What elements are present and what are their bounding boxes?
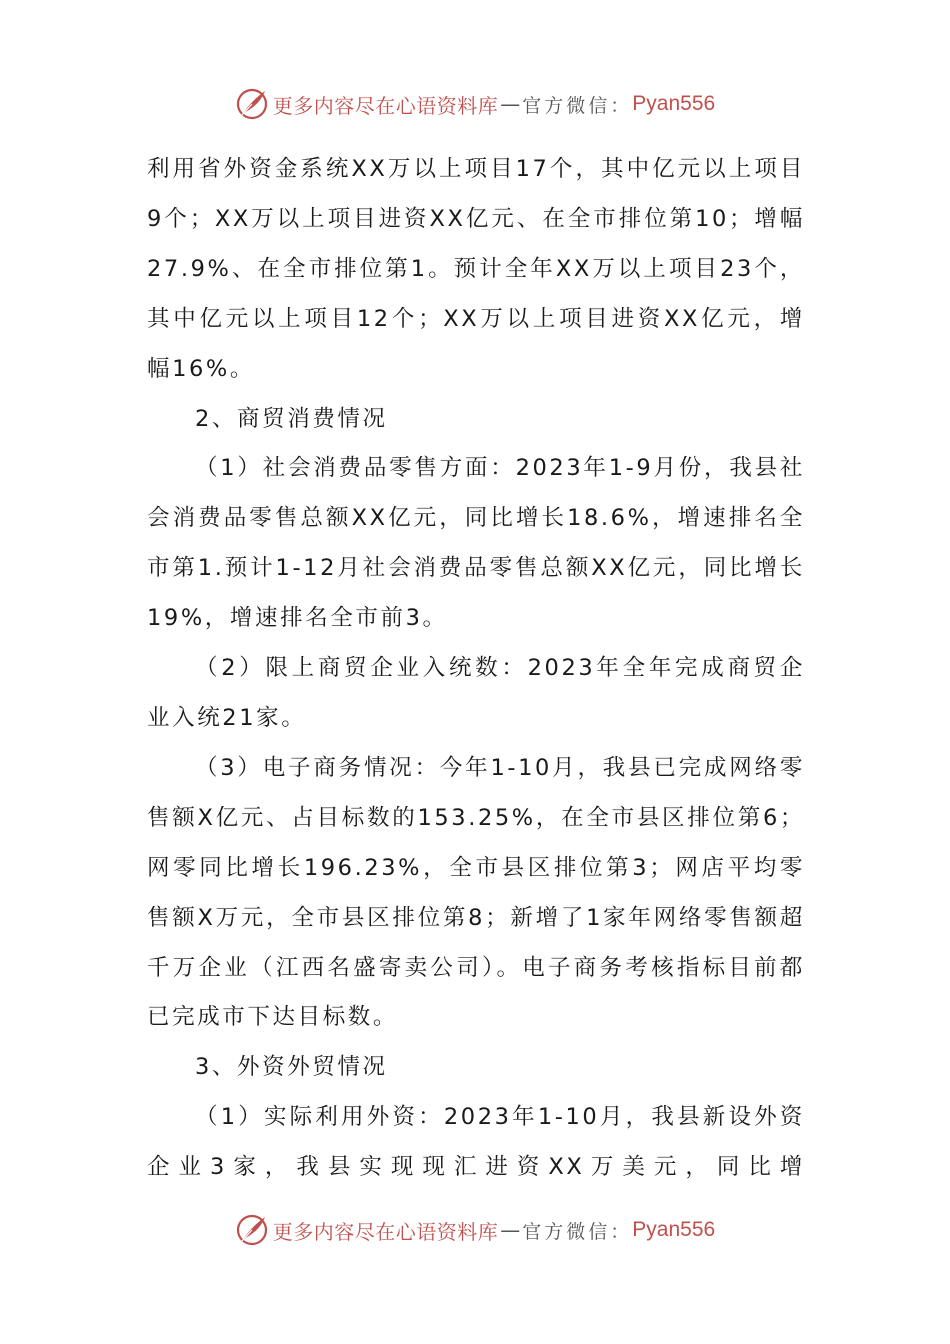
document-body [147, 145, 805, 1193]
watermark-wechat-id: Pyan556 [632, 1218, 716, 1241]
paragraph-ecommerce: （3）电子商务情况：今年1-10月，我县已完成网络零售额X亿元、占目标数的153.25%，在全市县区排位第6；网零同比增长196.23%，全市县区排位第3；网店平均零售额X万元，全市县区排位第8；新增了1家年网络零售额超千万企业（江西名盛寄卖公司）。电子商务考核指标目前都已完成市下达目标数。 [147, 754, 805, 1031]
watermark-text: 更多内容尽在心语资料库 [272, 93, 499, 118]
paragraph-foreign-investment: （1）实际利用外资：2023年1-10月，我县新设外资企业3家，我县实现现汇进资XX万美元，同比增 [147, 1104, 805, 1181]
paragraph-investment-projects: 利用省外资金系统XX万以上项目17个，其中亿元以上项目9个；XX万以上项目进资XX亿元、在全市排位第10；增幅27.9%、在全市排位第1。预计全年XX万以上项目23个，其中亿元以上项目12个；XX万以上项目进资XX亿元，增幅16%。 [147, 156, 805, 382]
section-heading-foreign-trade: 3、外资外贸情况 [195, 1054, 388, 1081]
watermark-wechat-id: Pyan556 [632, 92, 716, 115]
quill-logo-icon [235, 1213, 269, 1247]
section-heading-commerce: 2、商贸消费情况 [195, 405, 388, 432]
paragraph-enterprise-statistics: （2）限上商贸企业入统数：2023年全年完成商贸企业入统21家。 [147, 655, 805, 731]
paragraph-retail-sales: （1）社会消费品零售方面：2023年1-9月份，我县社会消费品零售总额XX亿元，同比增长18.6%，增速排名全市第1.预计1-12月社会消费品零售总额XX亿元，同比增长19%，增速排名全市前3。 [147, 455, 805, 632]
watermark-dash: — [500, 1218, 521, 1242]
quill-logo-icon [235, 87, 269, 121]
watermark-dash: — [500, 92, 521, 116]
footer-watermark [0, 1210, 950, 1250]
watermark-label: 官方微信： [522, 1220, 633, 1243]
watermark-text: 更多内容尽在心语资料库 [272, 1219, 499, 1244]
watermark-label: 官方微信： [522, 94, 633, 117]
header-watermark [0, 84, 950, 124]
